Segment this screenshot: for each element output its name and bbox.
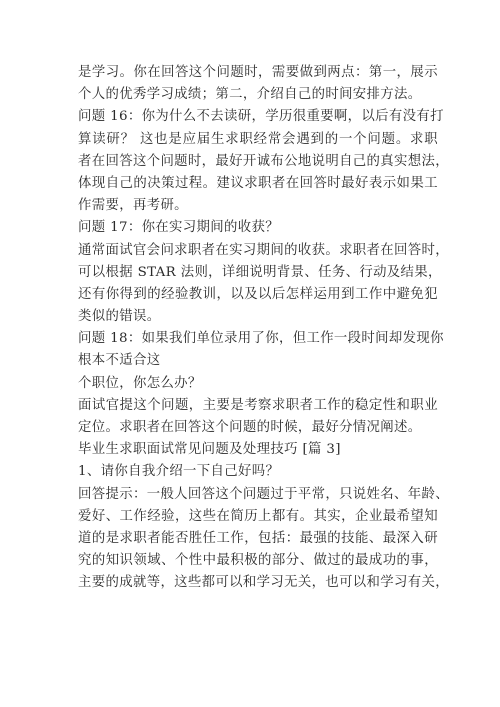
- question-heading-1: 1、请你自我介绍一下自己好吗？: [78, 464, 280, 480]
- section-heading: 毕业生求职面试常见问题及处理技巧 [篇 3]: [78, 442, 341, 458]
- text-line: 究的知识领域、个性中最积极的部分、做过的最成功的事，: [78, 553, 438, 569]
- text-line: 主要的成就等，这些都可以和学习无关，也可以和学习有关，: [78, 575, 449, 591]
- text-line: 是学习。你在回答这个问题时，需要做到两点：第一，展示: [78, 65, 438, 80]
- text-line: 者在回答这个问题时，最好开诚布公地说明自己的真实想法，: [78, 153, 449, 169]
- text-line: 个职位，你怎么办？: [78, 375, 202, 391]
- text-line: 作需要，再考研。: [78, 198, 188, 214]
- text-line: 回答提示：一般人回答这个问题过于平常，只说姓名、年龄、: [78, 486, 449, 502]
- question-heading-18: 问题 18：如果我们单位录用了你，但工作一段时间却发现你: [78, 331, 444, 347]
- text-line: 根本不适合这: [78, 353, 161, 369]
- text-line: 算读研？ 这也是应届生求职经常会遇到的一个问题。求职: [78, 131, 438, 147]
- text-line: 可以根据 STAR 法则，详细说明背景、任务、行动及结果，: [78, 264, 442, 280]
- text-line: 个人的优秀学习成绩；第二，介绍自己的时间安排方法。: [78, 87, 422, 103]
- question-heading-17: 问题 17：你在实习期间的收获？: [78, 220, 279, 236]
- text-line: 爱好、工作经验，这些在简历上都有。其实，企业最希望知: [78, 508, 438, 524]
- text-line: 体现自己的决策过程。建议求职者在回答时最好表示如果工: [78, 175, 438, 191]
- text-line: 还有你得到的经验教训，以及以后怎样运用到工作中避免犯: [78, 286, 438, 302]
- text-line: 通常面试官会问求职者在实习期间的收获。求职者在回答时，: [78, 242, 449, 258]
- document-body: [78, 62, 449, 595]
- text-line: 面试官提这个问题，主要是考察求职者工作的稳定性和职业: [78, 397, 438, 413]
- text-line: 道的是求职者能否胜任工作，包括：最强的技能、最深入研: [78, 530, 438, 546]
- question-heading-16: 问题 16：你为什么不去读研，学历很重要啊，以后有没有打: [78, 109, 444, 125]
- text-line: 定位。求职者在回答这个问题的时候，最好分情况阐述。: [78, 420, 422, 435]
- text-line: 类似的错误。: [78, 309, 161, 325]
